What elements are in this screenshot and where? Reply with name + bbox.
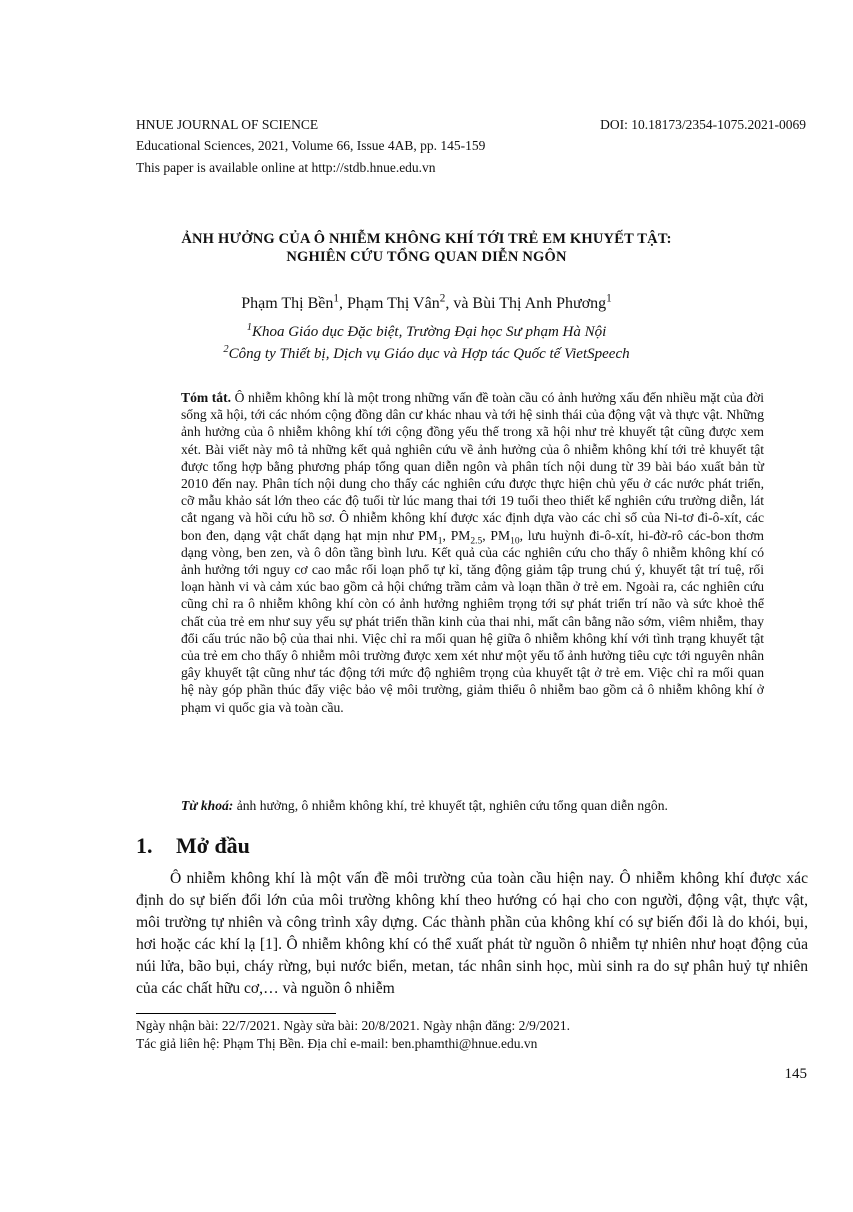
affiliation-1: [0, 323, 853, 342]
affiliation-1-text: Khoa Giáo dục Đặc biệt, Trường Đại học Sư phạm Hà Nội: [251, 324, 607, 340]
author-1-affil: 1: [333, 292, 339, 305]
author-3: Bùi Thị Anh Phương: [472, 295, 607, 312]
affiliation-1-marker: 1: [246, 322, 252, 333]
title-line-2: NGHIÊN CỨU TỔNG QUAN DIỄN NGÔN: [286, 249, 567, 265]
author-conjunction: , và: [445, 295, 473, 312]
footnote-dates: Ngày nhận bài: 22/7/2021. Ngày sửa bài: 20/8/2021. Ngày nhận đăng: 2/9/2021.: [136, 1018, 571, 1033]
pm25-text: , PM: [442, 527, 471, 543]
pm10-subscript: 10: [510, 536, 520, 547]
authors: [0, 292, 853, 313]
abstract: [181, 389, 764, 716]
doi[interactable]: DOI: 10.18173/2354-1075.2021-0069: [600, 117, 806, 132]
keywords-label: Từ khoá:: [181, 798, 234, 813]
affiliation-2: [0, 345, 853, 364]
section-number: 1.: [136, 833, 153, 858]
keywords: [181, 797, 764, 814]
abstract-text-1: Ô nhiễm không khí là một trong những vấn đề toàn cầu có ảnh hưởng xấu đến nhiều mặt của đời sống xã hội, tới các nhóm cộng đồng dân cư khác nhau và tới hệ sinh thái của động vật và thực vật. Những ảnh hưởng của ô nhiễm không khí tới cộng đồng yếu thế trong xã hội như trẻ khuyết tật cũng được xem xét. Bài viết này mô tả những kết quả nghiên cứu về ảnh hưởng của ô nhiễm không khí tới trẻ khuyết tật được tổng hợp bằng phương pháp tổng quan diễn ngôn và phân tích nội dung từ 39 bài báo xuất bản từ 2010 đến nay. Phân tích nội dung cho thấy các nghiên cứu được thực hiện chủ yếu ở các nước phát triển, cỡ mẫu khảo sát lớn theo các độ tuổi từ lúc mang thai tới 19 tuổi theo thiết kế nghiên cứu trường diễn, lát cắt ngang và hồi cứu hồ sơ. Ô nhiễm không khí được xác định dựa vào các chỉ số của Ni-tơ đi-ô-xít, các bon đen, dạng vật chất dạng hạt mịn như PM: [181, 390, 764, 543]
author-separator: ,: [338, 295, 347, 312]
pm25-subscript: 2.5: [470, 536, 483, 547]
author-2-affil: 2: [439, 292, 446, 305]
abstract-label: Tóm tắt.: [181, 390, 232, 405]
footnote-rule: [136, 1013, 336, 1014]
body-paragraph: Ô nhiễm không khí là một vấn đề môi trường của toàn cầu hiện nay. Ô nhiễm không khí được xác định do sự biến đổi lớn của môi trường không khí theo hướng có hại cho con người, động vật, thực vật, môi trường tự nhiên và công trình xây dựng. Các thành phần của không khí có sự biến đổi là do khói, bụi, hơi hoặc các khí lạ [1]. Ô nhiễm không khí có thể xuất phát từ nguồn ô nhiễm tự nhiên như hoạt động của núi lửa, bão bụi, cháy rừng, bụi nước biển, metan, tác nhân sinh học, mùi sinh ra do sự phân huỷ tự nhiên của các chất hữu cơ,… và nguồn ô nhiễm: [136, 870, 808, 997]
page-number: 145: [784, 1066, 807, 1082]
issue-info: Educational Sciences, 2021, Volume 66, Issue 4AB, pp. 145-159: [136, 138, 486, 153]
section-heading: [136, 833, 250, 859]
journal-name: HNUE JOURNAL OF SCIENCE: [136, 117, 319, 132]
section-title: Mở đầu: [176, 833, 250, 858]
title-line-1: ẢNH HƯỞNG CỦA Ô NHIỄM KHÔNG KHÍ TỚI TRẺ EM KHUYẾT TẬT:: [181, 231, 672, 247]
pm10-text: , PM: [482, 527, 511, 543]
author-1: Phạm Thị Bền: [241, 295, 334, 312]
author-3-affil: 1: [606, 292, 612, 305]
abstract-text-2: , lưu huỳnh đi-ô-xít, hi-đờ-rô các-bon thơm dạng vòng, ben zen, và ô dôn tầng bình lưu. Kết quả của các nghiên cứu cho thấy ô nhiễm không khí có ảnh hưởng tới nguy cơ cao mắc rối loạn phổ tự kỉ, tăng động giảm tập trung chú ý, khuyết tật trí tuệ, rối loạn hành vi và cảm xúc bao gồm cả hội chứng trầm cảm và loạn thần ở trẻ em. Ngoài ra, các nghiên cứu cũng chỉ ra ô nhiễm không khí còn có ảnh hưởng nghiêm trọng tới sự phát triển trí não và sức khoẻ thể chất của trẻ em như suy yếu sự phát triển thần kinh của thai nhi, mất cân bằng não sớm, viêm nhiễm, thay đổi cấu trúc não bộ của thai nhi. Việc chỉ ra mối quan hệ giữa ô nhiễm không khí với tình trạng khuyết tật của trẻ em cho thấy ô nhiễm môi trường được xem xét như một yếu tố ảnh hưởng tiêu cực tới nguyên nhân gây khuyết tật cũng như tác động tới mức độ nghiêm trọng của khuyết tật ở trẻ em. Việc chỉ ra mối quan hệ này góp phần thúc đẩy việc bảo vệ môi trường, giảm thiểu ô nhiễm bao gồm cả ô nhiễm không khí ở phạm vi quốc gia và toàn cầu.: [181, 527, 764, 715]
keywords-text: ảnh hưởng, ô nhiễm không khí, trẻ khuyết tật, nghiên cứu tổng quan diễn ngôn.: [233, 798, 668, 813]
online-info: This paper is available online at http://stdb.hnue.edu.vn: [136, 160, 436, 175]
affiliation-2-marker: 2: [223, 344, 229, 355]
footnote-contact: Tác giả liên hệ: Phạm Thị Bền. Địa chỉ e-mail: ben.phamthi@hnue.edu.vn: [136, 1036, 538, 1051]
affiliation-2-text: Công ty Thiết bị, Dịch vụ Giáo dục và Hợp tác Quốc tế VietSpeech: [228, 346, 630, 362]
author-2: Phạm Thị Vân: [346, 295, 440, 312]
pm1-subscript: 1: [437, 536, 443, 547]
